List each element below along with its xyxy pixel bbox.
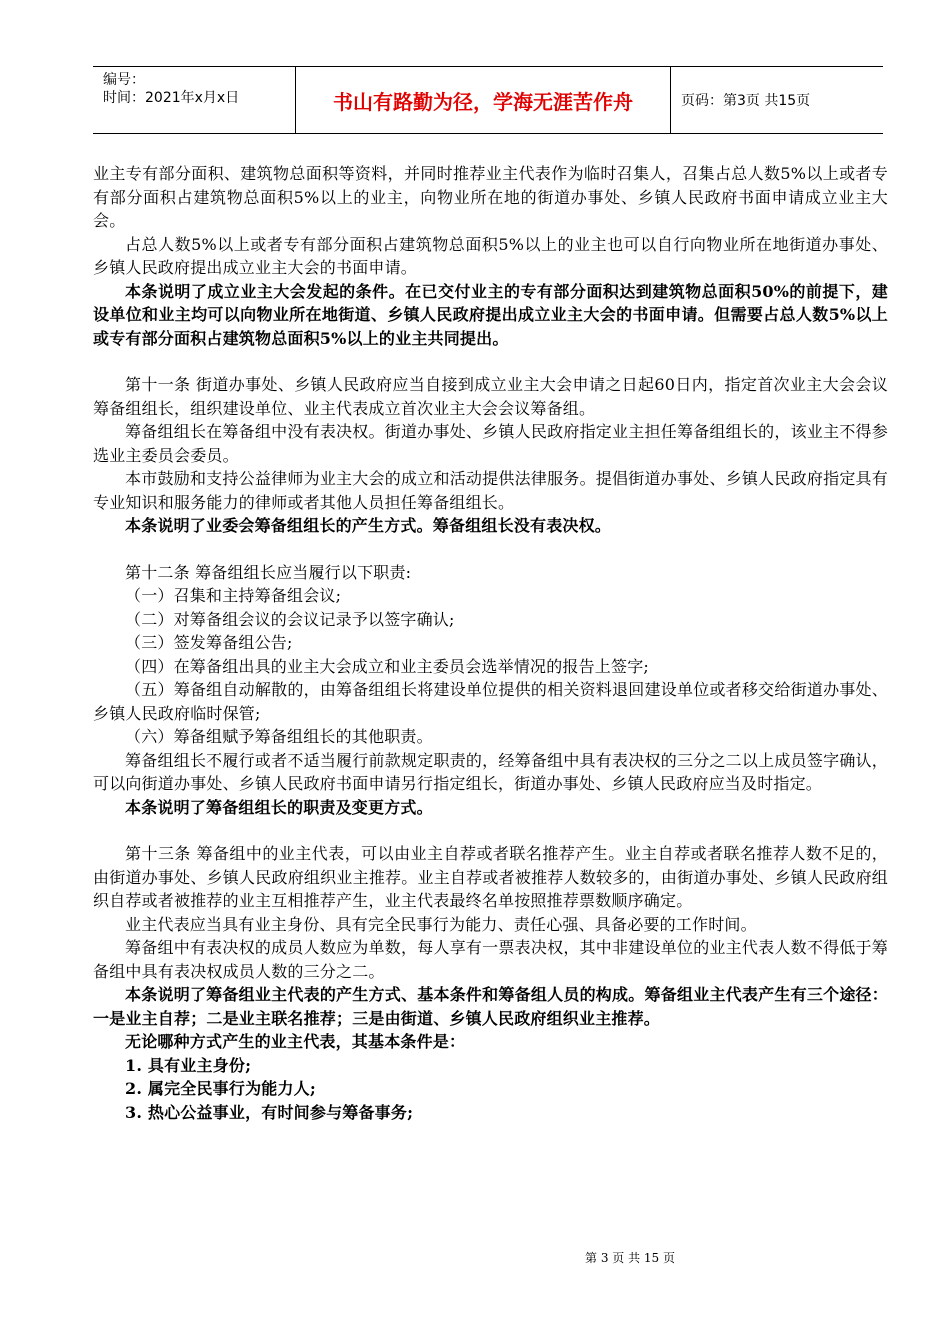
body-paragraph: （一）召集和主持筹备组会议; <box>125 586 342 605</box>
commentary-paragraph: 2. 属完全民事行为能力人; <box>125 1079 316 1098</box>
commentary-paragraph: 本条说明了业委会筹备组组长的产生方式。筹备组组长没有表决权。 <box>125 516 612 535</box>
body-paragraph: 本市鼓励和支持公益律师为业主大会的成立和活动提供法律服务。提倡街道办事处、乡镇人民政府指定具有专业知识和服务能力的律师或者其他人员担任筹备组组长。 <box>93 469 888 512</box>
commentary-paragraph: 本条说明了成立业主大会发起的条件。在已交付业主的专有部分面积达到建筑物总面积50%的前提下，建设单位和业主均可以向物业所在地街道、乡镇人民政府提出成立业主大会的书面申请。但需要占总人数5%以上或专有部分面积占建筑物总面积5%以上的业主共同提出。 <box>93 281 888 348</box>
page-header <box>93 66 883 134</box>
body-paragraph: 业主专有部分面积、建筑物总面积等资料，并同时推荐业主代表作为临时召集人，召集占总人数5%以上或者专有部分面积占建筑物总面积5%以上的业主，向物业所在地的街道办事处、乡镇人民政府书面申请成立业主大会。 <box>93 164 888 230</box>
body-paragraph: 业主代表应当具有业主身份、具有完全民事行为能力、责任心强、具备必要的工作时间。 <box>125 914 757 934</box>
body-paragraph: （六）筹备组赋予筹备组组长的其他职责。 <box>125 727 433 746</box>
header-meta <box>93 67 296 133</box>
paragraph-gap <box>93 350 888 373</box>
body-paragraph: 筹备组组长在筹备组中没有表决权。街道办事处、乡镇人民政府指定业主担任筹备组组长的，该业主不得参选业主委员会委员。 <box>93 422 888 465</box>
body-paragraph: 占总人数5%以上或者专有部分面积占建筑物总面积5%以上的业主也可以自行向物业所在地街道办事处、乡镇人民政府提出成立业主大会的书面申请。 <box>93 234 888 277</box>
body-paragraph: 第十三条 筹备组中的业主代表，可以由业主自荐或者联名推荐产生。业主自荐或者联名推荐人数不足的，由街道办事处、乡镇人民政府组织业主推荐。业主自荐或者被推荐人数较多的，由街道办事处、乡镇人民政府组织自荐或者被推荐的业主互相推荐产生，业主代表最终名单按照推荐票数顺序确定。 <box>93 844 888 910</box>
document-body <box>93 162 888 1124</box>
body-paragraph: 第十二条 筹备组组长应当履行以下职责: <box>125 562 412 582</box>
body-paragraph: （三）签发筹备组公告; <box>125 633 293 652</box>
page-footer: 第 3 页 共 15 页 <box>585 1251 675 1265</box>
header-time: 时间：2021年x月x日 <box>103 90 240 106</box>
body-paragraph: 筹备组组长不履行或者不适当履行前款规定职责的，经筹备组中具有表决权的三分之二以上成员签字确认，可以向街道办事处、乡镇人民政府书面申请另行指定组长，街道办事处、乡镇人民政府应当及时指定。 <box>93 750 888 793</box>
commentary-paragraph: 无论哪种方式产生的业主代表，其基本条件是： <box>125 1032 466 1051</box>
header-motto: 书山有路勤为径，学海无涯苦作舟 <box>296 67 671 133</box>
header-number: 编号： <box>103 72 145 88</box>
commentary-paragraph: 本条说明了筹备组业主代表的产生方式、基本条件和筹备组人员的构成。筹备组业主代表产生有三个途径：一是业主自荐；二是业主联名推荐；三是由街道、乡镇人民政府组织业主推荐。 <box>93 985 888 1028</box>
body-paragraph: （四）在筹备组出具的业主大会成立和业主委员会选举情况的报告上签字; <box>125 656 649 676</box>
paragraph-gap <box>93 819 888 842</box>
commentary-paragraph: 本条说明了筹备组组长的职责及变更方式。 <box>125 797 433 817</box>
paragraph-gap <box>93 538 888 561</box>
header-page-number: 页码：第3页 共15页 <box>681 93 811 109</box>
body-paragraph: 筹备组中有表决权的成员人数应为单数，每人享有一票表决权，其中非建设单位的业主代表人数不得低于筹备组中具有表决权成员人数的三分之二。 <box>93 938 888 981</box>
commentary-paragraph: 1. 具有业主身份; <box>125 1055 252 1075</box>
body-paragraph: （五）筹备组自动解散的，由筹备组组长将建设单位提供的相关资料退回建设单位或者移交给街道办事处、乡镇人民政府临时保管; <box>93 680 888 723</box>
commentary-paragraph: 3. 热心公益事业，有时间参与筹备事务; <box>125 1102 414 1122</box>
body-paragraph: （二）对筹备组会议的会议记录予以签字确认; <box>125 609 455 629</box>
body-paragraph: 第十一条 街道办事处、乡镇人民政府应当自接到成立业主大会申请之日起60日内，指定首次业主大会会议筹备组组长，组织建设单位、业主代表成立首次业主大会会议筹备组。 <box>93 375 888 418</box>
